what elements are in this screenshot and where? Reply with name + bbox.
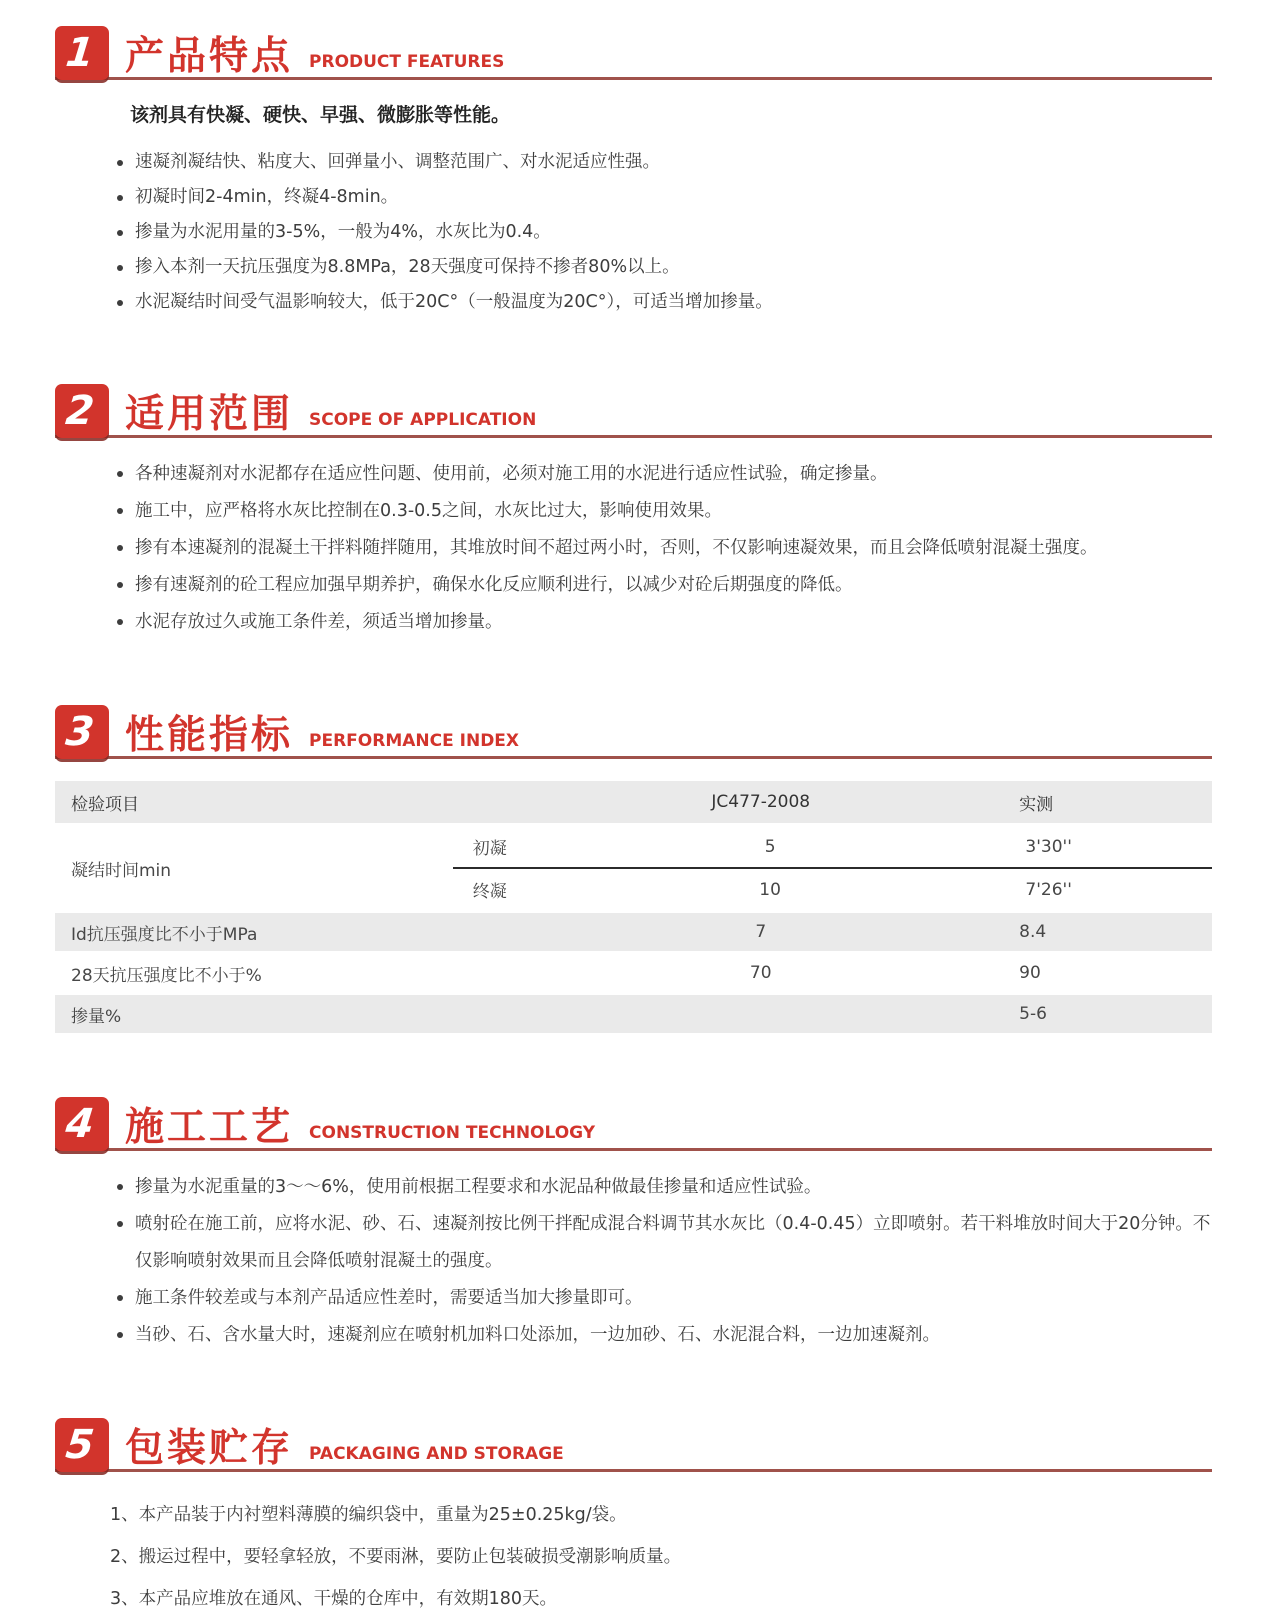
section-subtitle: PRODUCT FEATURES: [309, 52, 505, 72]
section-header-5: [55, 1418, 1212, 1472]
section-subtitle: SCOPE OF APPLICATION: [309, 410, 537, 430]
list-item: 各种速凝剂对水泥都存在适应性问题、使用前，必须对施工用的水泥进行适应性试验，确定掺量。: [115, 456, 1212, 493]
section-number-badge-1: [55, 26, 109, 80]
section-header-3: [55, 705, 1212, 759]
section-number-badge-4: [55, 1097, 109, 1151]
section-scope-of-application: [55, 384, 1212, 641]
table-subrow-initial-set: [453, 826, 1212, 867]
table-row-28d-strength: [55, 954, 1212, 992]
row-label: 掺量%: [71, 1006, 122, 1027]
measured-value: 5-6: [1019, 1004, 1047, 1024]
measured-value: 8.4: [1019, 922, 1047, 942]
setting-time-subrows: [453, 826, 1212, 910]
features-intro: 该剂具有快凝、硬快、早强、微膨胀等性能。: [130, 104, 511, 126]
list-item: 3、本产品应堆放在通风、干燥的仓库中，有效期180天。: [110, 1589, 558, 1609]
list-item: 2、搬运过程中，要轻拿轻放，不要雨淋，要防止包装破损受潮影响质量。: [110, 1547, 682, 1567]
list-item: 掺有速凝剂的砼工程应加强早期养护，确保水化反应顺利进行，以减少对砼后期强度的降低。: [115, 567, 1212, 604]
section-title: 产品特点: [125, 34, 294, 80]
table-row-dosage: [55, 995, 1212, 1033]
section-construction-technology: [55, 1097, 1212, 1354]
list-item: 喷射砼在施工前，应将水泥、砂、石、速凝剂按比例干拌配成混合料调节其水灰比（0.4-0.45）立即喷射。若干料堆放时间大于20分钟。不仅影响喷射效果而且会降低喷射混凝土的强度。: [115, 1206, 1212, 1280]
list-item: 1、本产品装于内衬塑料薄膜的编织袋中，重量为25±0.25kg/袋。: [110, 1505, 627, 1525]
measured-value: 3'30'': [1025, 836, 1072, 857]
table-header-row: [55, 781, 1212, 823]
table-row-1d-strength: [55, 913, 1212, 951]
standard-value: 7: [755, 922, 767, 942]
section-number: 1: [63, 30, 97, 76]
list-item: 施工中，应严格将水灰比控制在0.3-0.5之间，水灰比过大，影响使用效果。: [115, 493, 1212, 530]
section-title: 施工工艺: [125, 1105, 294, 1151]
section-number: 5: [63, 1422, 97, 1468]
section-subtitle: CONSTRUCTION TECHNOLOGY: [309, 1123, 596, 1143]
list-item: 当砂、石、含水量大时，速凝剂应在喷射机加料口处添加，一边加砂、石、水泥混合料，一边加速凝剂。: [115, 1317, 1212, 1354]
list-item: 水泥存放过久或施工条件差，须适当增加掺量。: [115, 604, 1212, 641]
measured-value: 7'26'': [1025, 879, 1072, 900]
section-number-badge-5: [55, 1418, 109, 1472]
list-item: 水泥凝结时间受气温影响较大，低于20C°（一般温度为20C°），可适当增加掺量。: [115, 285, 1212, 320]
row-label: Id抗压强度比不小于MPa: [71, 924, 258, 945]
section-number-badge-3: [55, 705, 109, 759]
construction-bullet-list: [115, 1169, 1212, 1354]
measured-value: 90: [1019, 963, 1041, 983]
row-label: 凝结时间min: [71, 860, 172, 881]
section-product-features: [55, 26, 1212, 320]
section-title: 性能指标: [125, 713, 294, 759]
section-subtitle: PERFORMANCE INDEX: [309, 731, 520, 751]
section-title: 适用范围: [125, 392, 294, 438]
row-label: 28天抗压强度比不小于%: [71, 965, 262, 986]
table-row-setting-time: [55, 826, 1212, 910]
section-title: 包装贮存: [125, 1426, 294, 1472]
scope-bullet-list: [115, 456, 1212, 641]
section-header-1: [55, 26, 1212, 80]
column-header-standard: JC477-2008: [711, 792, 811, 812]
table-subrow-final-set: [453, 867, 1212, 910]
list-item: 速凝剂凝结快、粘度大、回弹量小、调整范围广、对水泥适应性强。: [115, 145, 1212, 180]
list-item: 掺有本速凝剂的混凝土干拌料随拌随用，其堆放时间不超过两小时，否则，不仅影响速凝效果，而且会降低喷射混凝土强度。: [115, 530, 1212, 567]
section-header-2: [55, 384, 1212, 438]
subrow-label: 初凝: [472, 839, 507, 859]
section-number: 3: [63, 709, 97, 755]
section-number: 4: [63, 1101, 97, 1147]
section-header-4: [55, 1097, 1212, 1151]
features-bullet-list: [115, 145, 1212, 320]
standard-value: 5: [764, 836, 776, 857]
subrow-label: 终凝: [472, 882, 507, 902]
column-header-item: 检验项目: [71, 794, 139, 815]
list-item: 掺入本剂一天抗压强度为8.8MPa，28天强度可保持不掺者80%以上。: [115, 250, 1212, 285]
standard-value: 70: [749, 963, 772, 983]
column-header-measured: 实测: [1019, 794, 1054, 815]
section-packaging-storage: [55, 1418, 1212, 1620]
section-performance-index: [55, 705, 1212, 1033]
list-item: 掺量为水泥用量的3-5%，一般为4%，水灰比为0.4。: [115, 215, 1212, 250]
list-item: 初凝时间2-4min，终凝4-8min。: [115, 180, 1212, 215]
list-item: 掺量为水泥重量的3～～6%，使用前根据工程要求和水泥品种做最佳掺量和适应性试验。: [115, 1169, 1212, 1206]
packaging-numbered-list: [110, 1494, 1212, 1620]
section-subtitle: PACKAGING AND STORAGE: [309, 1444, 564, 1464]
performance-table: [55, 781, 1212, 1033]
section-number: 2: [63, 388, 97, 434]
standard-value: 10: [759, 879, 781, 900]
section-number-badge-2: [55, 384, 109, 438]
list-item: 施工条件较差或与本剂产品适应性差时，需要适当加大掺量即可。: [115, 1280, 1212, 1317]
